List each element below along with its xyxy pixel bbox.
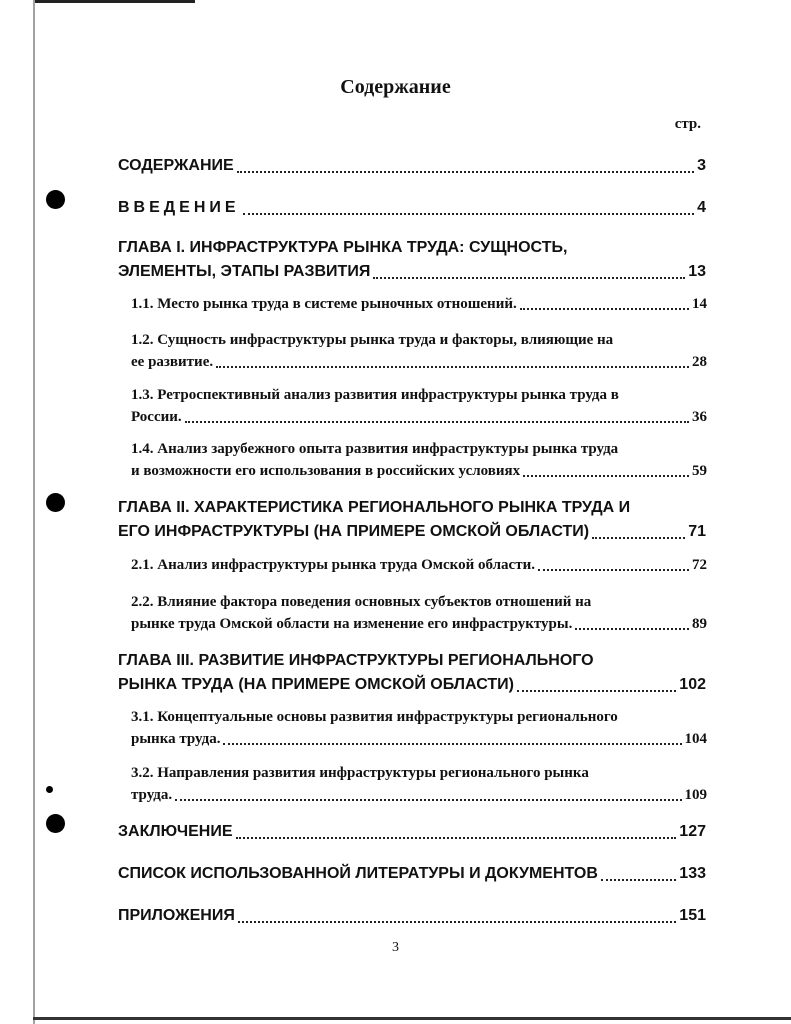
dot-leader <box>523 475 689 477</box>
page-column-label: стр. <box>674 116 701 132</box>
dot-leader <box>592 537 685 539</box>
toc-entry-text: 3.1. Концептуальные основы развития инфраструктуры регионального <box>131 709 618 725</box>
dot-leader <box>236 837 677 839</box>
toc-entry-appendix[interactable] <box>118 904 706 928</box>
toc-page-number: 89 <box>692 616 707 632</box>
toc-entry-text-continued: рынка труда. <box>131 731 221 747</box>
toc-page-number: 28 <box>692 354 707 370</box>
toc-entry-text: 1.1. Место рынка труда в системе рыночных отношений. <box>131 296 517 312</box>
dot-leader <box>601 879 676 881</box>
dot-leader <box>237 171 694 173</box>
toc-entry-bibliography[interactable] <box>118 862 706 886</box>
toc-entry-text-continued: России. <box>131 409 182 425</box>
punch-hole-small <box>46 786 53 793</box>
toc-entry-text-continued: рынке труда Омской области на изменение его инфраструктуры. <box>131 616 573 632</box>
toc-entry-section-3-2[interactable] <box>131 762 707 806</box>
toc-entry-text: 2.2. Влияние фактора поведения основных субъектов отношений на <box>131 594 592 610</box>
punch-hole <box>46 493 65 512</box>
toc-entry-text: ГЛАВА II. ХАРАКТЕРИСТИКА РЕГИОНАЛЬНОГО РЫНКА ТРУДА И <box>118 499 631 516</box>
scan-edge-left <box>33 0 35 1024</box>
toc-entry-text: ГЛАВА I. ИНФРАСТРУКТУРА РЫНКА ТРУДА: СУЩНОСТЬ, <box>118 239 568 256</box>
toc-entry-text-continued: ЕГО ИНФРАСТРУКТУРЫ (НА ПРИМЕРЕ ОМСКОЙ ОБЛАСТИ) <box>118 523 590 540</box>
toc-page-number: 127 <box>679 823 706 840</box>
toc-entry-text: 1.3. Ретроспективный анализ развития инфраструктуры рынка труда в <box>131 387 619 403</box>
scan-edge-bottom <box>33 1017 791 1020</box>
toc-entry-text: 1.2. Сущность инфраструктуры рынка труда и факторы, влияющие на <box>131 332 614 348</box>
toc-entry-text: ПРИЛОЖЕНИЯ <box>118 907 235 924</box>
toc-entry-text: ГЛАВА III. РАЗВИТИЕ ИНФРАСТРУКТУРЫ РЕГИОНАЛЬНОГО <box>118 652 594 669</box>
toc-page-number: 3 <box>697 157 706 174</box>
dot-leader <box>185 421 689 423</box>
toc-entry-text: 3.2. Направления развития инфраструктуры регионального рынка <box>131 765 589 781</box>
dot-leader <box>238 921 676 923</box>
toc-page-number: 14 <box>692 296 707 312</box>
toc-entry-section-1-4[interactable] <box>131 438 707 482</box>
toc-entry-contents[interactable] <box>118 154 706 178</box>
toc-page-number: 104 <box>684 731 707 747</box>
toc-page-number: 4 <box>697 199 706 216</box>
toc-entry-section-1-1[interactable] <box>131 293 707 315</box>
toc-entry-section-2-1[interactable] <box>131 554 707 576</box>
dot-leader <box>520 308 689 310</box>
toc-entry-section-2-2[interactable] <box>131 591 707 635</box>
toc-entry-text: 1.4. Анализ зарубежного опыта развития инфраструктуры рынка труда <box>131 441 619 457</box>
page-title: Содержание <box>340 76 451 98</box>
dot-leader <box>243 213 695 215</box>
toc-entry-text-continued: ЭЛЕМЕНТЫ, ЭТАПЫ РАЗВИТИЯ <box>118 263 371 280</box>
toc-entry-section-1-2[interactable] <box>131 329 707 373</box>
dot-leader <box>575 628 689 630</box>
toc-page-number: 71 <box>688 523 706 540</box>
dot-leader <box>175 799 681 801</box>
toc-entry-text-continued: и возможности его использования в российских условиях <box>131 463 521 479</box>
dot-leader <box>517 690 676 692</box>
page-number: 3 <box>392 940 399 955</box>
toc-entry-text-continued: труда. <box>131 787 173 803</box>
toc-page-number: 109 <box>684 787 707 803</box>
toc-page-number: 133 <box>679 865 706 882</box>
dot-leader <box>223 743 681 745</box>
toc-entry-section-1-3[interactable] <box>131 384 707 428</box>
toc-page-number: 13 <box>688 263 706 280</box>
toc-entry-text-continued: РЫНКА ТРУДА (НА ПРИМЕРЕ ОМСКОЙ ОБЛАСТИ) <box>118 676 514 693</box>
dot-leader <box>538 569 689 571</box>
toc-entry-chapter-1[interactable] <box>118 236 706 284</box>
toc-entry-section-3-1[interactable] <box>131 706 707 750</box>
dot-leader <box>216 366 689 368</box>
toc-entry-chapter-3[interactable] <box>118 649 706 697</box>
toc-entry-text: СПИСОК ИСПОЛЬЗОВАННОЙ ЛИТЕРАТУРЫ И ДОКУМЕНТОВ <box>118 865 598 882</box>
toc-page-number: 102 <box>679 676 706 693</box>
toc-entry-conclusion[interactable] <box>118 820 706 844</box>
toc-entry-text: 2.1. Анализ инфраструктуры рынка труда Омской области. <box>131 557 535 573</box>
toc-page-number: 59 <box>692 463 707 479</box>
dot-leader <box>373 277 685 279</box>
scan-edge-top <box>35 0 195 3</box>
punch-hole <box>46 814 65 833</box>
toc-page-number: 72 <box>692 557 707 573</box>
toc-entry-introduction[interactable] <box>118 196 706 220</box>
punch-hole <box>46 190 65 209</box>
toc-entry-chapter-2[interactable] <box>118 496 706 544</box>
toc-page-number: 151 <box>679 907 706 924</box>
toc-entry-text-continued: ее развитие. <box>131 354 214 370</box>
toc-entry-text: ВВЕДЕНИЕ <box>118 199 240 216</box>
toc-entry-text: ЗАКЛЮЧЕНИЕ <box>118 823 233 840</box>
toc-entry-text: СОДЕРЖАНИЕ <box>118 157 234 174</box>
toc-page-number: 36 <box>692 409 707 425</box>
